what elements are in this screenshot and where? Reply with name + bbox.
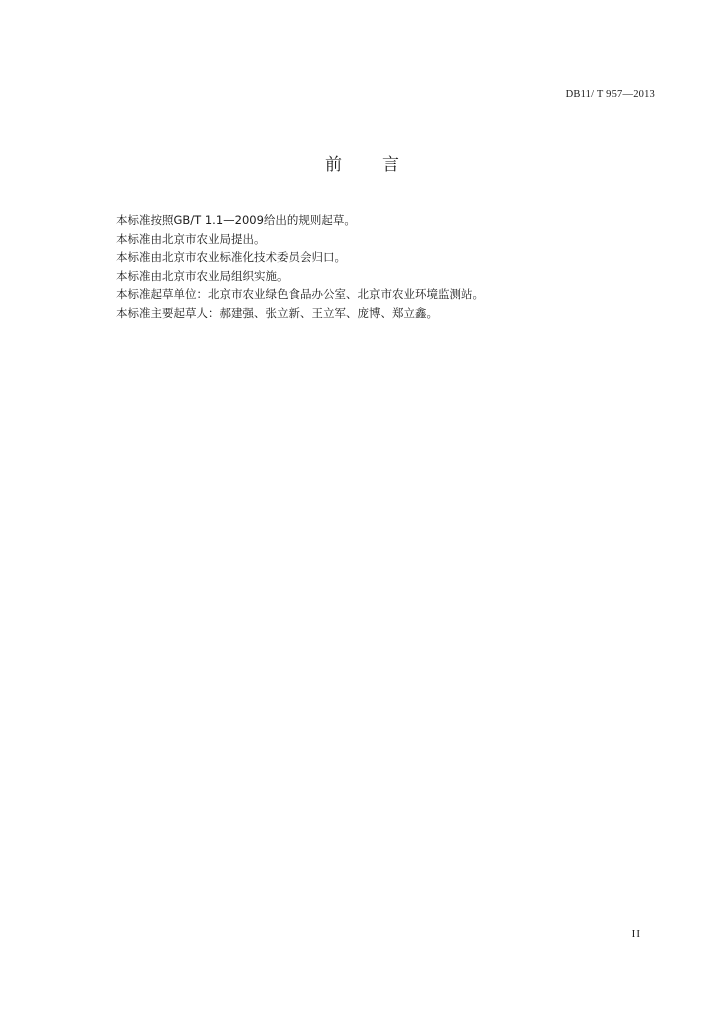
paragraph-centralized-by: 本标准由北京市农业标准化技术委员会归口。 (116, 250, 346, 264)
paragraph-drafting-units: 本标准起草单位：北京市农业绿色食品办公室、北京市农业环境监测站。 (116, 287, 484, 301)
page-title: 前言 (325, 155, 439, 175)
page-number: II (631, 928, 641, 940)
standard-code: DB11/ T 957—2013 (565, 89, 655, 100)
paragraph-drafting-rules: 本标准按照GB/T 1.1—2009给出的规则起草。 (116, 213, 356, 227)
paragraph-proposer: 本标准由北京市农业局提出。 (116, 231, 266, 246)
paragraph-drafters: 本标准主要起草人：郝建强、张立新、王立军、庞博、郑立鑫。 (116, 305, 438, 320)
foreword-body (116, 211, 656, 322)
paragraph-implementation: 本标准由北京市农业局组织实施。 (116, 268, 289, 283)
